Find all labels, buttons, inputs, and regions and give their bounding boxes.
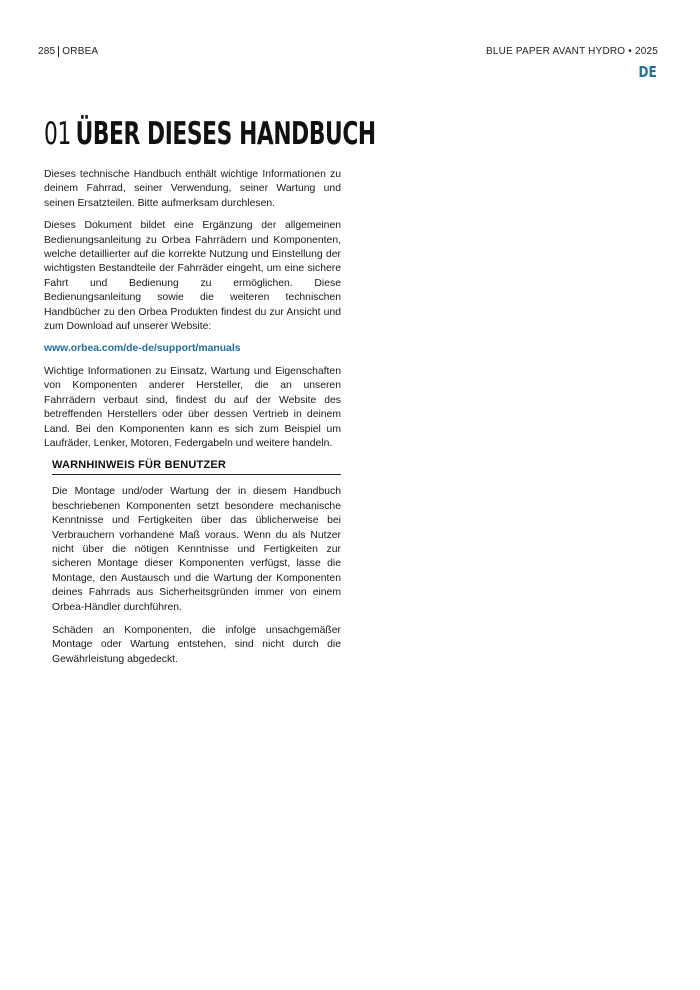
section-number: 01 bbox=[44, 116, 71, 152]
support-manuals-link[interactable]: www.orbea.com/de-de/support/manuals bbox=[44, 343, 241, 355]
warning-title: WARNHINWEIS FÜR BENUTZER bbox=[52, 459, 341, 475]
brand-name: ORBEA bbox=[62, 46, 99, 57]
third-party-paragraph: Wichtige Informationen zu Einsatz, Wartung und Eigenschaften von Komponenten anderer Hersteller, die an unseren Fahrrädern verbaut sind, findest du auf der Website des betreffenden Herstellers oder über dessen Vertrieb in deinem Land. Bei den Komponenten kann es sich zum Beispiel um Laufräder, Lenker, Motoren, Federgabeln und weitere handeln. bbox=[44, 365, 341, 449]
supplement-paragraph: Dieses Dokument bildet eine Ergänzung der allgemeinen Bedienungsanleitung zu Orbea Fahrrädern und Komponenten, welche detaillierter auf die korrekte Nutzung und Einstellung der wichtigsten Bestandteile der Fahrräder eingeht, um eine sichere Fahrt und Bedienung zu ermöglichen. Diese Bedienungsanleitung sowie die weiteren technischen Handbücher zu den Orbea Produkten findest du zur Ansicht und zum Download auf unserer Website: bbox=[44, 220, 341, 333]
page-number: 285 bbox=[38, 46, 56, 57]
section-title-text: ÜBER DIESES HANDBUCH bbox=[75, 116, 376, 152]
main-content bbox=[44, 168, 341, 676]
warning-box bbox=[44, 459, 341, 667]
intro-paragraph: Dieses technische Handbuch enthält wichtige Informationen zu deinem Fahrrad, seiner Verwendung, seiner Wartung und seinen Ersatzteilen. Bitte aufmerksam durchlesen. bbox=[44, 169, 341, 209]
document-title: BLUE PAPER AVANT HYDRO • 2025 bbox=[486, 46, 658, 57]
header-left bbox=[38, 46, 98, 57]
warranty-paragraph: Schäden an Komponenten, die infolge unsachgemäßer Montage oder Wartung entstehen, sind nicht durch die Gewährleistung abgedeckt. bbox=[52, 624, 341, 665]
header-divider bbox=[58, 46, 59, 57]
section-title bbox=[44, 114, 376, 154]
warning-paragraph: Die Montage und/oder Wartung der in diesem Handbuch beschriebenen Komponenten setzt besondere mechanische Kenntnisse und Fertigkeiten über das üblicherweise bei Verbrauchern vorhandene Maß voraus. Wenn du als Nutzer nicht über die nötigen Kenntnisse und Fertigkeiten zur sicheren Montage dieser Komponenten verfügst, lasse die Montage, den Austausch und die Wartung der Komponenten deines Fahrrads aus Sicherheitsgründen immer von einem Orbea-Händler durchführen. bbox=[52, 486, 341, 613]
language-badge: DE bbox=[638, 63, 657, 81]
